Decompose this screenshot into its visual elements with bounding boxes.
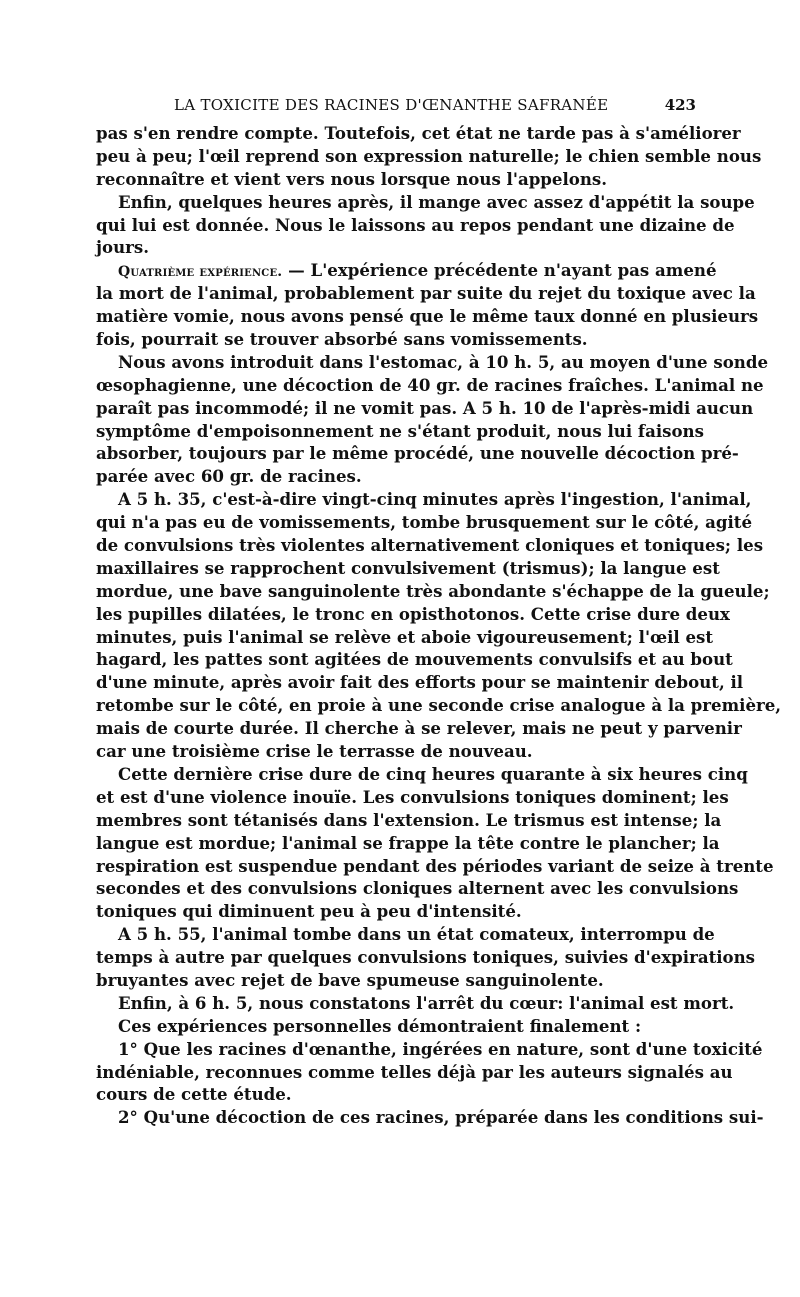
text-line: absorber, toujours par le même procédé, une nouvelle décoction pré- bbox=[96, 443, 739, 464]
text-line: les pupilles dilatées, le tronc en opisthotonos. Cette crise dure deux bbox=[96, 603, 730, 624]
text-line: qui lui est donnée. Nous le laissons au repos pendant une dizaine de bbox=[96, 214, 735, 235]
page-number: 423 bbox=[664, 96, 696, 114]
text-line: Nous avons introduit dans l'estomac, à 10 h. 5, au moyen d'une sonde bbox=[118, 351, 769, 372]
text-line: peu à peu; l'œil reprend son expression naturelle; le chien semble nous bbox=[96, 145, 762, 166]
text-line: matière vomie, nous avons pensé que le même taux donné en plusieurs bbox=[96, 306, 759, 327]
text-line: œsophagienne, une décoction de 40 gr. de racines fraîches. L'animal ne bbox=[96, 374, 764, 395]
text-line: qui n'a pas eu de vomissements, tombe brusquement sur le côté, agité bbox=[96, 512, 753, 533]
text-line: secondes et des convulsions cloniques alternent avec les convulsions bbox=[96, 878, 739, 899]
running-header bbox=[96, 96, 696, 120]
text-line: temps à autre par quelques convulsions toniques, suivies d'expirations bbox=[96, 947, 756, 968]
text-line: car une troisième crise le terrasse de nouveau. bbox=[96, 741, 533, 762]
text-line: fois, pourrait se trouver absorbé sans vomissements. bbox=[96, 329, 588, 350]
text-line: 2° Qu'une décoction de ces racines, préparée dans les conditions sui- bbox=[118, 1107, 764, 1128]
text-line: mordue, une bave sanguinolente très abondante s'échappe de la gueule; bbox=[96, 580, 770, 601]
text-line: et est d'une violence inouïe. Les convulsions toniques dominent; les bbox=[96, 786, 729, 807]
text-line: Enfin, à 6 h. 5, nous constatons l'arrêt du cœur: l'animal est mort. bbox=[118, 992, 735, 1013]
text-line: 1° Que les racines d'œnanthe, ingérées en nature, sont d'une toxicité bbox=[118, 1038, 763, 1059]
text-line: Ces expériences personnelles démontraient finalement : bbox=[118, 1015, 642, 1036]
text-line: toniques qui diminuent peu à peu d'intensité. bbox=[96, 901, 522, 922]
text-line: hagard, les pattes sont agitées de mouvements convulsifs et au bout bbox=[96, 649, 733, 670]
text-line: respiration est suspendue pendant des périodes variant de seize à trente bbox=[96, 855, 774, 876]
text-line: bruyantes avec rejet de bave spumeuse sanguinolente. bbox=[96, 969, 604, 990]
text-line: minutes, puis l'animal se relève et aboie vigoureusement; l'œil est bbox=[96, 626, 714, 647]
text-line: reconnaître et vient vers nous lorsque nous l'appelons. bbox=[96, 168, 608, 189]
body-text bbox=[96, 122, 782, 1129]
text-line: parée avec 60 gr. de racines. bbox=[96, 466, 362, 487]
text-line: maxillaires se rapprochent convulsivement (trismus); la langue est bbox=[96, 557, 720, 578]
text-line: d'une minute, après avoir fait des efforts pour se maintenir debout, il bbox=[96, 672, 744, 693]
text-line: la mort de l'animal, probablement par suite du rejet du toxique avec la bbox=[96, 283, 756, 304]
text-line: Quatrième expérience. — L'expérience précédente n'ayant pas amené bbox=[118, 260, 717, 281]
section-heading: Quatrième expérience. bbox=[118, 264, 283, 281]
running-title: LA TOXICITE DES RACINES D'ŒNANTHE SAFRANÉE bbox=[174, 96, 609, 114]
text-line: langue est mordue; l'animal se frappe la tête contre le plancher; la bbox=[96, 832, 720, 853]
text-line: A 5 h. 55, l'animal tombe dans un état comateux, interrompu de bbox=[118, 924, 715, 945]
text-line: symptôme d'empoisonnement ne s'étant produit, nous lui faisons bbox=[96, 420, 704, 441]
text-line: membres sont tétanisés dans l'extension. Le trismus est intense; la bbox=[96, 809, 722, 830]
text-line: Cette dernière crise dure de cinq heures quarante à six heures cinq bbox=[118, 763, 748, 784]
text-line: pas s'en rendre compte. Toutefois, cet état ne tarde pas à s'améliorer bbox=[96, 123, 741, 143]
text-line: mais de courte durée. Il cherche à se relever, mais ne peut y parvenir bbox=[96, 718, 742, 739]
text-line: paraît pas incommodé; il ne vomit pas. A 5 h. 10 de l'après-midi aucun bbox=[96, 397, 754, 418]
text-line: cours de cette étude. bbox=[96, 1084, 292, 1105]
text-line: retombe sur le côté, en proie à une seconde crise analogue à la première, bbox=[96, 695, 782, 716]
text-line: A 5 h. 35, c'est-à-dire vingt-cinq minutes après l'ingestion, l'animal, bbox=[118, 489, 752, 510]
text-line: indéniable, reconnues comme telles déjà par les auteurs signalés au bbox=[96, 1061, 733, 1082]
text-line: Enfin, quelques heures après, il mange avec assez d'appétit la soupe bbox=[118, 191, 755, 212]
text-line: de convulsions très violentes alternativement cloniques et toniques; les bbox=[96, 535, 764, 556]
text-line: jours. bbox=[96, 237, 149, 258]
